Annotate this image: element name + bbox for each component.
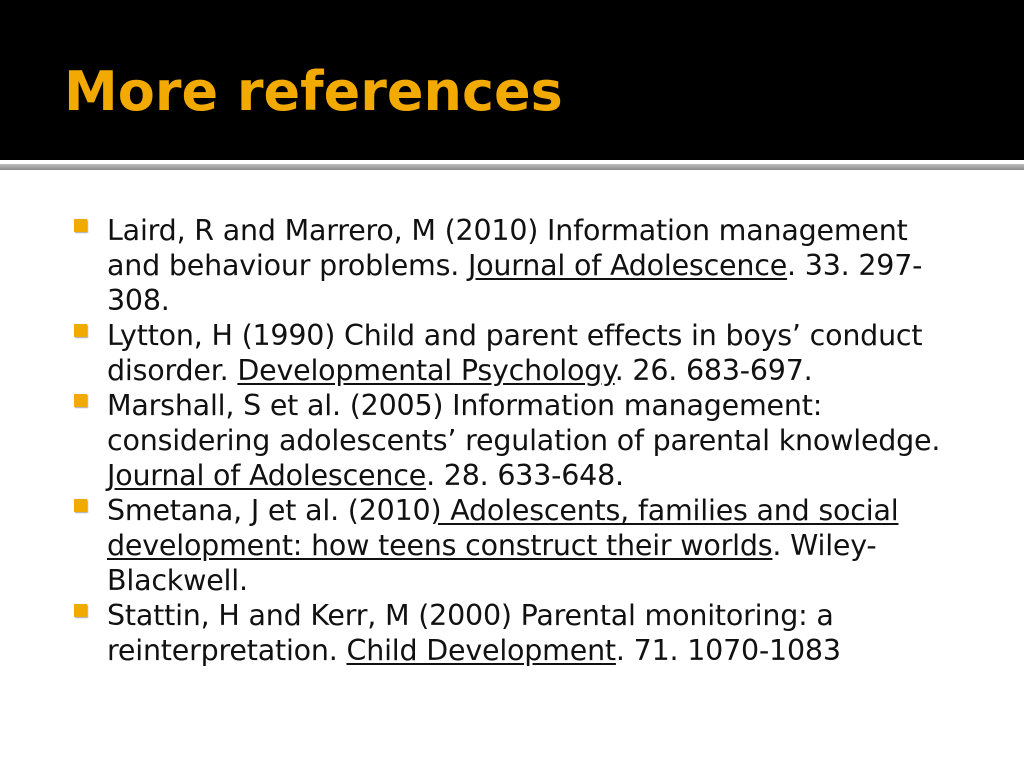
reference-list [0, 213, 1024, 668]
square-bullet-icon [74, 324, 87, 337]
reference-item [0, 213, 953, 318]
reference-journal: Developmental Psychology [237, 354, 615, 387]
square-bullet-icon [74, 604, 87, 617]
reference-text: Smetana, J et al. (2010 [107, 494, 431, 527]
reference-details: . 26. 683-697. [614, 354, 813, 387]
reference-text: Stattin, H and Kerr, M (2000) Parental monitoring: a reinterpretation. [107, 599, 834, 667]
reference-details: . 28. 633-648. [426, 459, 624, 492]
title-divider-gray [0, 164, 1024, 170]
reference-journal: ) Adolescents, families and social development: how teens construct their worlds [107, 494, 899, 562]
reference-item [0, 493, 953, 598]
reference-details: . Wiley-Blackwell. [107, 529, 877, 597]
reference-journal: Journal of Adolescence [107, 459, 427, 492]
reference-item [0, 318, 953, 388]
reference-item [0, 388, 953, 493]
reference-details: . 71. 1070-1083 [615, 634, 841, 667]
reference-text: Laird, R and Marrero, M (2010) Information management and behaviour problems. [107, 214, 908, 282]
square-bullet-icon [74, 499, 87, 512]
reference-journal: Child Development [346, 634, 616, 667]
reference-item [0, 598, 953, 668]
reference-journal: Journal of Adolescence [467, 249, 788, 282]
square-bullet-icon [74, 394, 87, 407]
title-bar [0, 0, 1024, 160]
reference-text: Lytton, H (1990) Child and parent effects in boys’ conduct disorder. [107, 319, 923, 387]
reference-text: Marshall, S et al. (2005) Information management: considering adolescents’ regulation of parental knowledge. [107, 389, 941, 457]
square-bullet-icon [74, 219, 87, 232]
slide-title: More references [64, 60, 563, 123]
reference-details: . 33. 297-308. [107, 249, 923, 317]
